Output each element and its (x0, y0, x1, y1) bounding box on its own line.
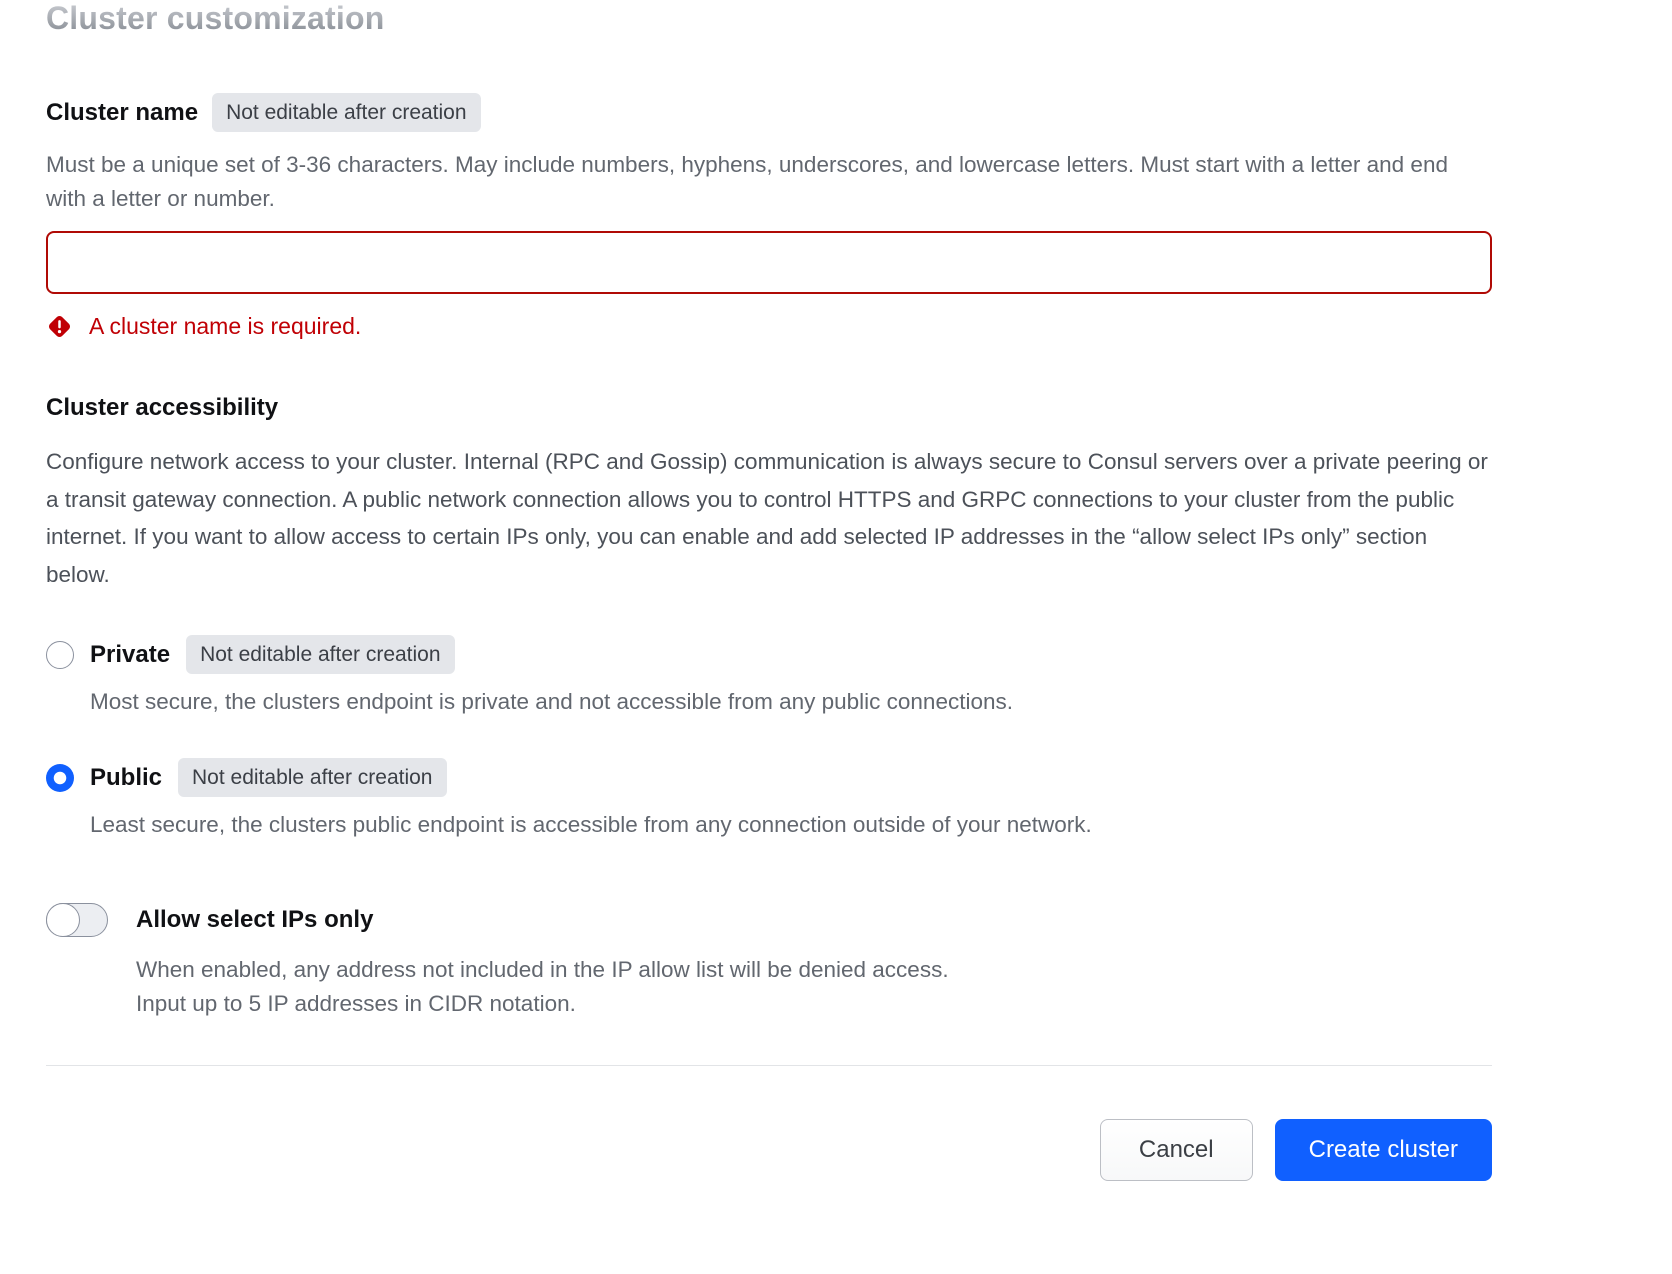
ip-allow-description-line1: When enabled, any address not included in the IP allow list will be denied access. (136, 957, 949, 982)
toggle-knob-icon (46, 903, 80, 937)
radio-public-description: Least secure, the clusters public endpoint is accessible from any connection outside of your network. (90, 812, 1092, 837)
cluster-name-error (46, 313, 1492, 340)
cancel-button[interactable]: Cancel (1100, 1119, 1253, 1181)
radio-option-public[interactable] (46, 758, 1492, 797)
radio-public-icon[interactable] (46, 764, 74, 792)
radio-private-label: Private (90, 640, 171, 668)
cluster-name-error-text: A cluster name is required. (89, 313, 362, 339)
ip-allow-toggle[interactable] (46, 903, 108, 937)
radio-private-icon[interactable] (46, 641, 74, 669)
page-title: Cluster customization (46, 0, 1492, 37)
cluster-name-label: Cluster name (46, 98, 199, 126)
radio-private-badge: Not editable after creation (186, 635, 454, 674)
cluster-name-input[interactable] (46, 231, 1492, 294)
radio-private-description: Most secure, the clusters endpoint is private and not accessible from any public connections. (90, 689, 1013, 714)
cluster-accessibility-heading: Cluster accessibility (46, 394, 279, 421)
radio-option-private[interactable] (46, 635, 1492, 674)
ip-allow-label: Allow select IPs only (136, 906, 374, 933)
radio-public-badge: Not editable after creation (178, 758, 446, 797)
ip-allow-description (136, 953, 1492, 1021)
cluster-name-label-row (46, 93, 1492, 132)
ip-allow-description-line2: Input up to 5 IP addresses in CIDR notation. (136, 991, 576, 1016)
footer-actions (46, 1119, 1492, 1181)
alert-diamond-icon (46, 313, 73, 340)
create-cluster-button[interactable]: Create cluster (1275, 1119, 1492, 1181)
ip-allow-toggle-row (46, 903, 1492, 937)
cluster-accessibility-description: Configure network access to your cluster. Internal (RPC and Gossip) communication is always secure to Consul servers over a private peering or a transit gateway connection. A public network connection allows you to control HTTPS and GRPC connections to your cluster from the public internet. If you want to allow access to certain IPs only, you can enable and add selected IP addresses in the “allow select IPs only” section below. (46, 449, 1488, 587)
radio-public-label: Public (90, 763, 163, 791)
cluster-name-badge: Not editable after creation (212, 93, 480, 132)
cluster-name-helper-text: Must be a unique set of 3-36 characters. May include numbers, hyphens, underscores, and lowercase letters. Must start with a letter and end with a letter or number. (46, 152, 1448, 211)
footer-divider (46, 1065, 1492, 1066)
